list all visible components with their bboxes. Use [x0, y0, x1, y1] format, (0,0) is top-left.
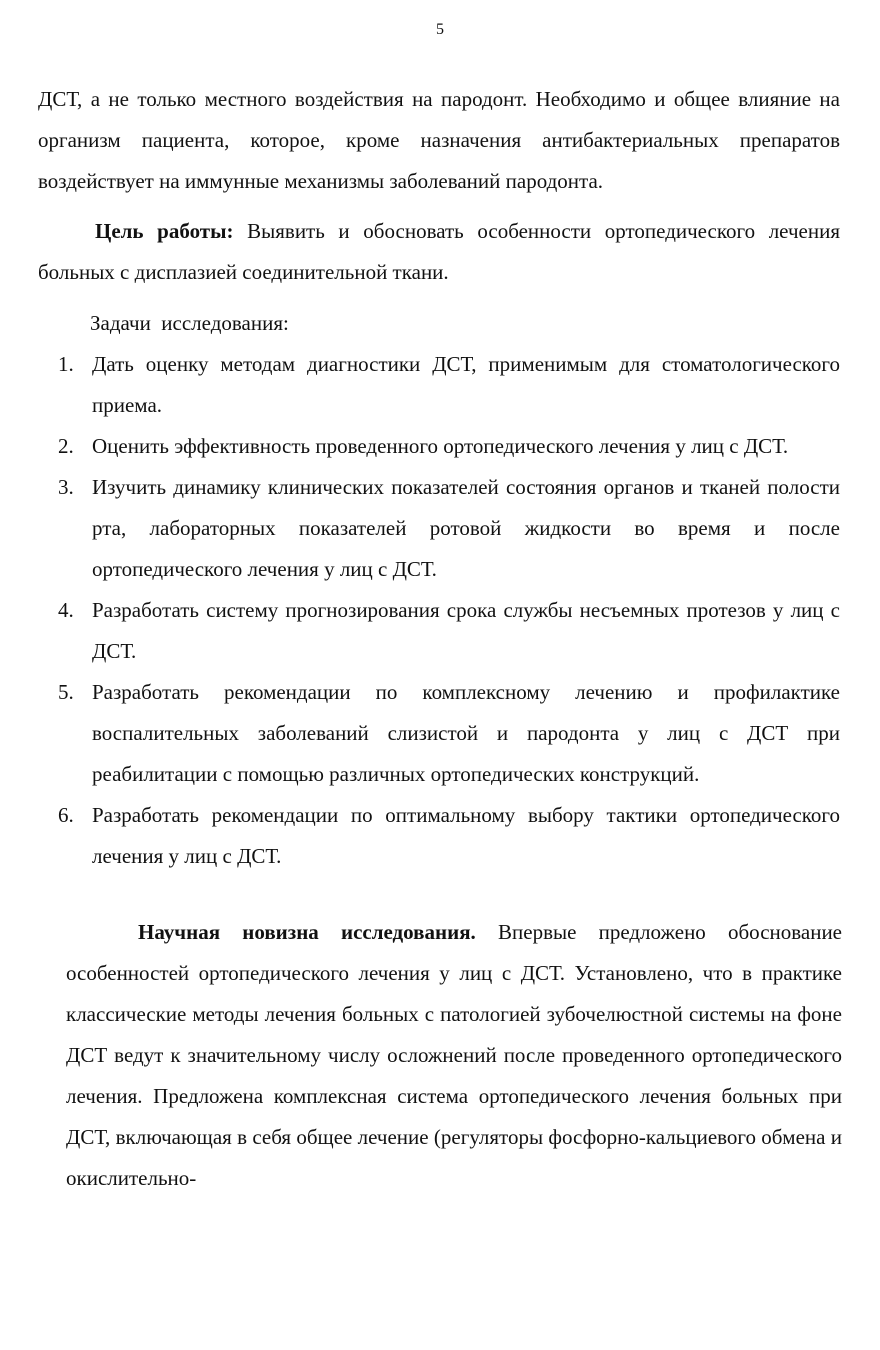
goal-text: Выявить и обосновать особенности ортопедического лечения больных с дисплазией соединительной ткани.: [38, 219, 840, 284]
task-text: Разработать рекомендации по комплексному лечению и профилактике воспалительных заболеваний слизистой и пародонта у лиц с ДСТ при реабилитации с помощью различных ортопедических конструкций.: [92, 680, 840, 786]
page-number: 5: [436, 21, 444, 38]
task-text: Дать оценку методам диагностики ДСТ, применимым для стоматологического приема.: [92, 352, 840, 417]
task-item: [58, 344, 840, 426]
task-number: 3.: [58, 475, 74, 499]
task-number: 2.: [58, 434, 74, 458]
intro-paragraph: ДСТ, а не только местного воздействия на пародонт. Необходимо и общее влияние на организм пациента, которое, кроме назначения антибактериальных препаратов воздействует на иммунные механизмы заболеваний пародонта.: [38, 87, 840, 193]
task-text: Разработать систему прогнозирования срока службы несъемных протезов у лиц с ДСТ.: [92, 598, 840, 663]
goal-paragraph: [38, 211, 840, 293]
task-text: Изучить динамику клинических показателей состояния органов и тканей полости рта, лабораторных показателей ротовой жидкости во время и после ортопедического лечения у лиц с ДСТ.: [92, 475, 840, 581]
goal-label: Цель работы:: [95, 219, 234, 243]
task-item: [58, 590, 840, 672]
tasks-heading: Задачи исследования:: [90, 311, 289, 335]
task-number: 1.: [58, 352, 74, 376]
task-text: Оценить эффективность проведенного ортопедического лечения у лиц с ДСТ.: [92, 434, 789, 458]
task-text: Разработать рекомендации по оптимальному выбору тактики ортопедического лечения у лиц с ДСТ.: [92, 803, 840, 868]
novelty-text: Впервые предложено обоснование особенностей ортопедического лечения у лиц с ДСТ. Установлено, что в практике классические методы лечения больных с патологией зубочелюстной системы на фоне ДСТ ведут к значительному числу осложнений после проведенного ортопедического лечения. Предложена комплексная система ортопедического лечения больных при ДСТ, включающая в себя общее лечение (регуляторы фосфорно-кальциевого обмена и окислительно-: [66, 920, 843, 1190]
task-item: [58, 426, 840, 467]
novelty-paragraph: [66, 912, 842, 1199]
novelty-label: Научная новизна исследования.: [138, 920, 476, 944]
tasks-list: [58, 344, 840, 877]
task-number: 4.: [58, 598, 74, 622]
task-item: [58, 795, 840, 877]
task-number: 5.: [58, 680, 74, 704]
task-number: 6.: [58, 803, 74, 827]
task-item: [58, 672, 840, 795]
task-item: [58, 467, 840, 590]
